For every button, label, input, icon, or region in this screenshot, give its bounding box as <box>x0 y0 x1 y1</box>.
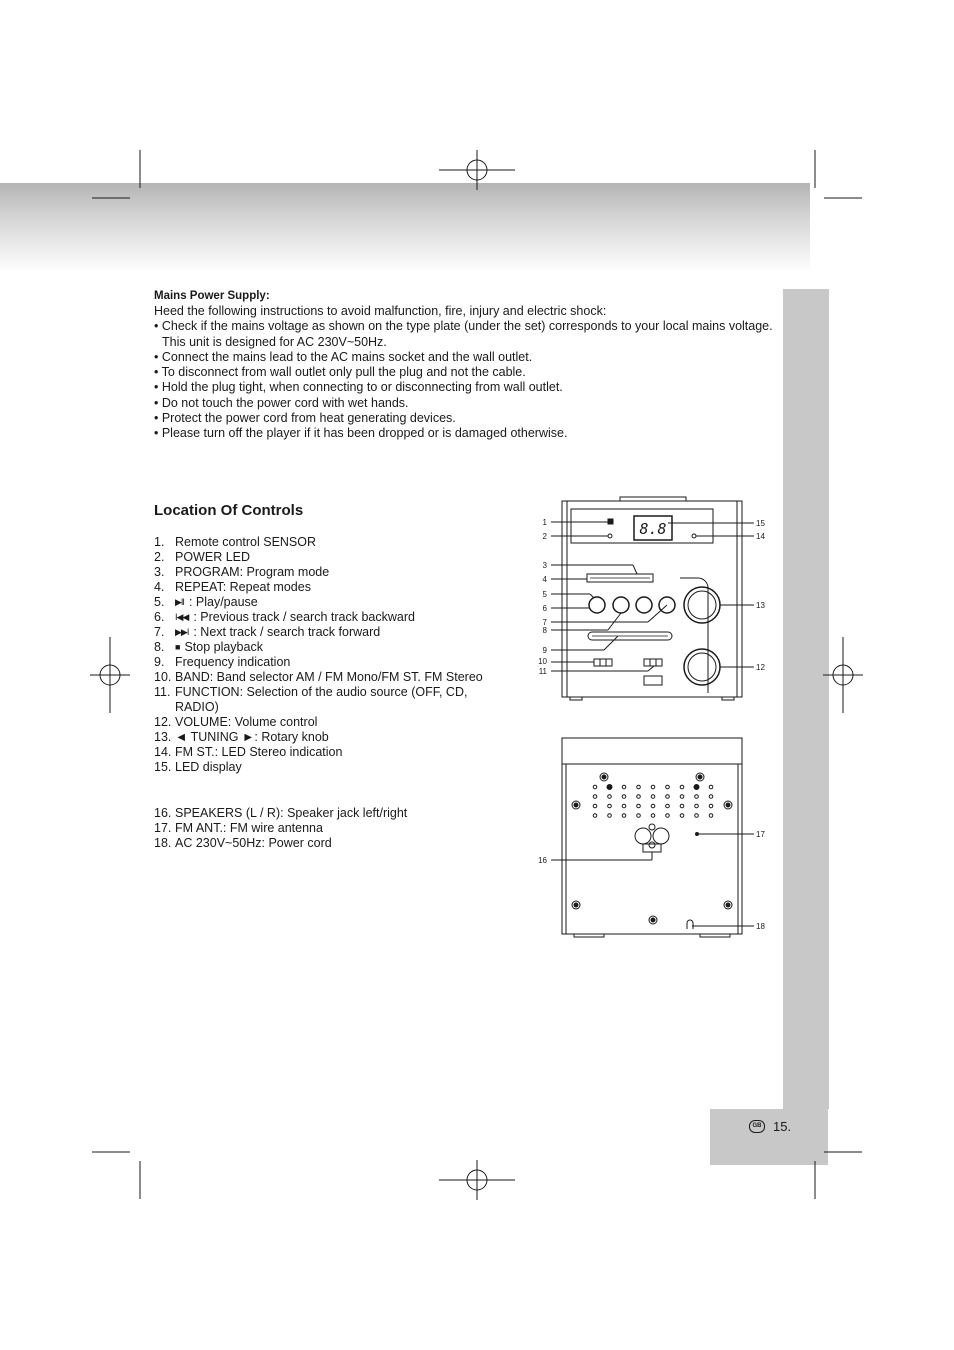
list-item: 3. PROGRAM: Program mode <box>154 565 330 579</box>
list-item: 14. FM ST.: LED Stereo indication <box>154 745 343 759</box>
previous-track-icon: I◀◀ <box>175 612 189 622</box>
vent-hole <box>651 804 655 808</box>
vent-hole <box>695 804 699 808</box>
vent-hole <box>694 785 699 790</box>
callout-label: 14 <box>756 532 765 541</box>
vent-hole <box>709 814 713 818</box>
vent-hole <box>680 804 684 808</box>
mains-bullet: • Please turn off the player if it has been dropped or is damaged otherwise. <box>154 426 568 441</box>
led-display-text: 8.8 <box>639 520 667 538</box>
vent-hole <box>637 814 641 818</box>
vent-hole <box>622 814 626 818</box>
list-item: 10. BAND: Band selector AM / FM Mono/FM ST. FM Stereo <box>154 670 483 684</box>
vent-hole <box>608 804 612 808</box>
callout-label: 5 <box>542 590 547 599</box>
mains-bullet: • Connect the mains lead to the AC mains socket and the wall outlet. <box>154 349 533 364</box>
vent-hole <box>593 804 597 808</box>
vent-hole <box>709 804 713 808</box>
vent-hole <box>637 804 641 808</box>
vent-hole <box>680 785 684 789</box>
callout-label: 1 <box>542 518 547 527</box>
next-track-icon: ▶▶I <box>175 627 189 637</box>
callout-label: 16 <box>538 856 547 865</box>
callout-label: 4 <box>542 575 547 584</box>
list-item: 12. VOLUME: Volume control <box>154 715 318 729</box>
callout-label: 11 <box>538 667 547 676</box>
mains-bullet: • To disconnect from wall outlet only pull the plug and not the cable. <box>154 365 526 380</box>
list-item: 5. ▶II : Play/pause <box>154 595 258 609</box>
mains-bullet: • Hold the plug tight, when connecting to or disconnecting from wall outlet. <box>154 380 563 395</box>
callout-label: 10 <box>538 657 547 666</box>
vent-hole <box>593 814 597 818</box>
vent-hole <box>666 785 670 789</box>
vent-hole <box>695 814 699 818</box>
play-pause-icon: ▶II <box>175 597 184 607</box>
vent-hole <box>607 785 612 790</box>
vent-hole <box>680 795 684 799</box>
list-item: 6. I◀◀ : Previous track / search track backward <box>154 610 415 624</box>
callout-label: 18 <box>756 922 765 931</box>
callout-label: 6 <box>542 604 547 613</box>
back-controls-list <box>154 806 534 851</box>
list-item: 15. LED display <box>154 760 242 774</box>
callout-label: 3 <box>542 561 547 570</box>
vent-hole <box>622 785 626 789</box>
vent-hole <box>651 785 655 789</box>
list-item: 13. ◄ TUNING ►: Rotary knob <box>154 730 329 744</box>
vent-hole <box>695 795 699 799</box>
callout-label: 9 <box>542 646 547 655</box>
stop-icon: ■ <box>175 642 180 652</box>
mains-section <box>154 289 774 442</box>
list-item: 1. Remote control SENSOR <box>154 535 317 549</box>
back-panel-drawing <box>551 738 754 937</box>
vent-hole <box>709 795 713 799</box>
callout-label: 8 <box>542 626 547 635</box>
callout-label: 12 <box>756 663 765 672</box>
vent-hole <box>608 795 612 799</box>
vent-hole <box>622 804 626 808</box>
vent-hole <box>622 795 626 799</box>
vent-hole <box>651 814 655 818</box>
vent-hole <box>651 795 655 799</box>
vent-hole <box>637 785 641 789</box>
vent-hole <box>608 814 612 818</box>
vent-hole <box>666 795 670 799</box>
language-badge: GB <box>749 1120 765 1133</box>
vent-hole <box>680 814 684 818</box>
device-diagram <box>530 495 780 945</box>
mains-bullet: • Do not touch the power cord with wet hands. <box>154 395 409 410</box>
list-item: 7. ▶▶I : Next track / search track forward <box>154 625 381 639</box>
vent-hole <box>637 795 641 799</box>
list-item: 8. ■ Stop playback <box>154 640 263 654</box>
location-title: Location Of Controls <box>154 502 304 519</box>
vent-hole <box>593 795 597 799</box>
front-controls-list <box>154 535 534 775</box>
callout-label: 17 <box>756 830 765 839</box>
list-item: 18. AC 230V~50Hz: Power cord <box>154 836 332 850</box>
vent-hole <box>666 804 670 808</box>
callout-label: 7 <box>542 618 547 627</box>
list-item: 2. POWER LED <box>154 550 251 564</box>
callout-label: 15 <box>756 519 765 528</box>
list-item: 4. REPEAT: Repeat modes <box>154 580 311 594</box>
mains-title: Mains Power Supply: <box>154 290 270 302</box>
vent-hole <box>593 785 597 789</box>
vent-hole <box>666 814 670 818</box>
list-item: 17. FM ANT.: FM wire antenna <box>154 821 323 835</box>
list-item: 11. FUNCTION: Selection of the audio source (OFF, CD, RADIO) <box>154 685 468 714</box>
list-item: 16. SPEAKERS (L / R): Speaker jack left/right <box>154 806 408 820</box>
mains-bullet: • Check if the mains voltage as shown on the type plate (under the set) corresponds to your local mains voltage. This unit is designed for AC 230V~50Hz. <box>154 319 773 349</box>
vent-hole <box>709 785 713 789</box>
callout-label: 13 <box>756 601 765 610</box>
mains-intro: Heed the following instructions to avoid malfunction, fire, injury and electric shock: <box>154 304 607 318</box>
callout-label: 2 <box>542 532 547 541</box>
page-number: 15. <box>773 1119 792 1134</box>
mains-bullet: • Protect the power cord from heat generating devices. <box>154 411 456 426</box>
list-item: 9. Frequency indication <box>154 655 291 669</box>
